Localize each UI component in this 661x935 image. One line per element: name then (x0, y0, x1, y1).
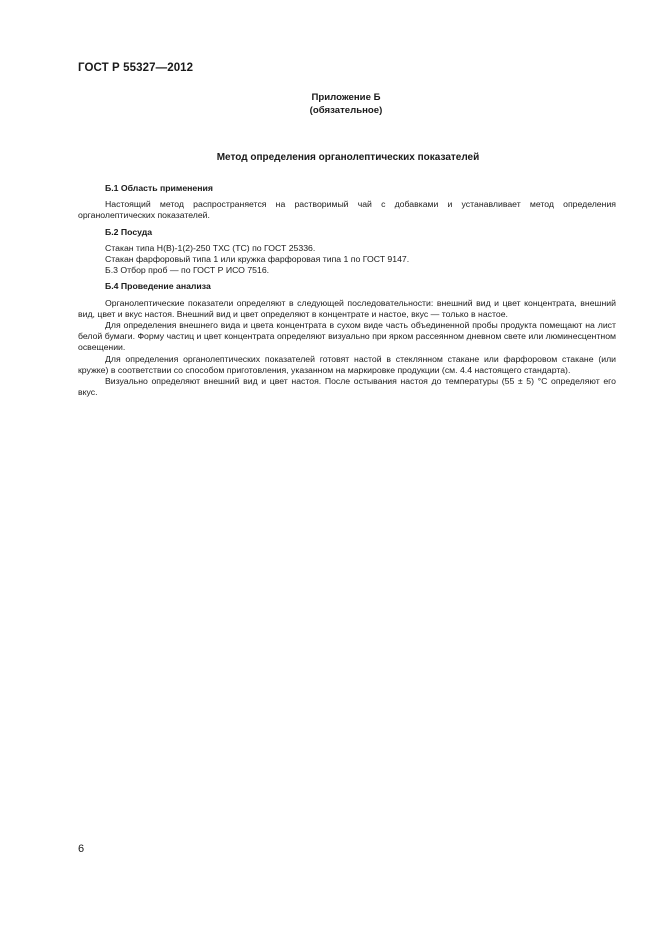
paragraph: Для определения органолептических показателей готовят настой в стеклянном стакане или фарфоровом стакане (или кружке) в соответствии со способом приготовления, указанном на маркировке продукции (см. 4.4 настоящего стандарта). (78, 353, 616, 375)
paragraph: Стакан типа Н(В)-1(2)-250 ТХС (ТС) по ГОСТ 25336. (105, 242, 316, 253)
section-heading-glassware: Б.2 Посуда (105, 226, 153, 237)
annex-title: Приложение Б (311, 92, 381, 103)
paragraph: Визуально определяют внешний вид и цвет настоя. После остывания настоя до температуры (55 ± 5) °С определяют его вкус. (78, 376, 616, 398)
annex-block (290, 91, 402, 117)
annex-status: (обязательное) (309, 105, 383, 116)
paragraph: Б.3 Отбор проб — по ГОСТ Р ИСО 7516. (105, 265, 270, 276)
page-number: 6 (78, 843, 85, 855)
paragraph: Стакан фарфоровый типа 1 или кружка фарфоровая типа 1 по ГОСТ 9147. (105, 254, 410, 265)
method-title: Метод определения органолептических показателей (216, 152, 480, 163)
paragraph: Для определения внешнего вида и цвета концентрата в сухом виде часть объединенной пробы продукта помещают на лист белой бумаги. Форму частиц и цвет концентрата определяют визуально при ярком рассеянном дневном свете или люминесцентном освещении. (78, 320, 616, 353)
section-heading-scope: Б.1 Область применения (105, 183, 213, 193)
document-code: ГОСТ Р 55327—2012 (78, 62, 194, 74)
paragraph: Органолептические показатели определяют в следующей последовательности: внешний вид и цвет концентрата, внешний вид, цвет и вкус настоя. Внешний вид и цвет определяют в концентрате и настое, вкус — только в настое. (78, 297, 616, 319)
paragraph: Настоящий метод распространяется на растворимый чай с добавками и устанавливает метод определения органолептических показателей. (78, 199, 616, 221)
section-heading-analysis: Б.4 Проведение анализа (105, 281, 211, 292)
document-body (78, 183, 616, 398)
